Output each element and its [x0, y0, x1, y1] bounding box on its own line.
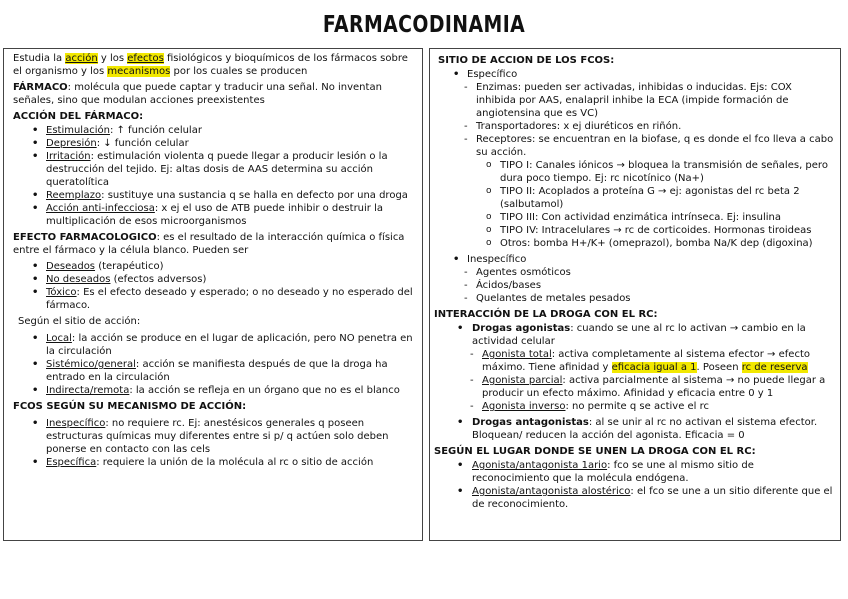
- list-item: - Agonista inverso: no permite q se active el rc: [434, 400, 834, 413]
- efecto-definition: EFECTO FARMACOLOGICO: es el resultado de la interacción química o física entre el fármaco y la célula blanco. Pueden ser: [13, 232, 405, 256]
- farmaco-definition: FÁRMACO: molécula que puede captar y traducir una señal. No inventan señales, sino que modulan acciones preexistentes: [13, 82, 382, 106]
- list-item: - Enzimas: pueden ser activadas, inhibidas o inducidas. Ejs: COX inhibida por AAS, enalapril inhibe la ECA (impide formación de angiotensina que es VC): [434, 81, 834, 120]
- list-item: • Agonista/antagonista alostérico: el fco se une a un sitio diferente que el de reconocimiento.: [434, 485, 834, 511]
- list-item: • Inespecífico: no requiere rc. Ej: anestésicos generales q poseen estructuras químicas muy diferentes entre si p/ q actúen solo deben ponerse en contacto con las cels: [13, 417, 414, 456]
- agonistas-sublist: [434, 348, 834, 413]
- list-item: • Agonista/antagonista 1ario: fco se une al mismo sitio de reconocimiento que la molécula endógena.: [434, 459, 834, 485]
- list-item: • Indirecta/remota: la acción se refleja en un órgano que no es el blanco: [13, 384, 414, 397]
- efectos-list: [13, 260, 414, 312]
- list-item: • Tóxico: Es el efecto deseado y esperado; o no deseado y no esperado del fármaco.: [13, 286, 414, 312]
- list-item: • Reemplazo: sustituye una sustancia q se halla en defecto por una droga: [13, 189, 414, 202]
- tipos-list: [434, 159, 834, 250]
- interaccion-list: [434, 322, 834, 442]
- list-item: - Agentes osmóticos: [434, 266, 834, 279]
- list-item: • Deseados (terapéutico): [13, 260, 414, 273]
- list-item: o TIPO II: Acoplados a proteína G → ej: agonistas del rc beta 2 (salbutamol): [434, 185, 834, 211]
- list-item: o TIPO I: Canales iónicos → bloquea la transmisión de señales, pero dura poco tiempo. Ej: rc nicotínico (Na+): [434, 159, 834, 185]
- right-panel: [429, 48, 841, 541]
- list-item: • Inespecífico - Agentes osmóticos - Ácidos/bases - Quelantes de metales pesados: [434, 253, 834, 305]
- list-item: • Sistémico/general: acción se manifiesta después de que la droga ha entrado en la circulación: [13, 358, 414, 384]
- especifico-list: [434, 68, 834, 305]
- highlight-rc-reserva: rc de reserva: [741, 362, 808, 373]
- list-item: • Drogas agonistas: cuando se une al rc lo activan → cambio en la actividad celular - Agonista total: activa completamente al sistema efector → efecto máximo. Tiene afinidad y eficacia igual a 1. Poseen rc de reserva - Agonista parcial: activa parcialmente al sistema → no puede llegar a producir un efecto máximo. Afinidad y eficacia entre 0 y 1 - Agonista inverso: no permite q se active el rc: [434, 322, 834, 413]
- sitio-heading: SITIO DE ACCION DE LOS FCOS:: [438, 55, 615, 66]
- mecanismo-heading: FCOS SEGÚN SU MECANISMO DE ACCIÓN:: [13, 401, 247, 412]
- list-item: • Específico - Enzimas: pueden ser activadas, inhibidas o inducidas. Ejs: COX inhibida por AAS, enalapril inhibe la ECA (impide formación de angiotensina que es VC) - Transportadores: x ej diuréticos en riñón. - Receptores: se encuentran en la biofase, q es donde el fco lleva a cabo su acción. o TIPO I: Canales iónicos → bloquea la transmisión de señales, pero dura poco tiempo. Ej: rc nicotínico (Na+) o TIPO II: Acoplados a proteína G → ej: agonistas del rc beta 2 (salbutamol) o TIPO III: Con actividad enzimática intrínseca. Ej: insulina o TIPO IV: Intracelulares → rc de corticoides. Hormonas tiroideas o Otros: bomba H+/K+ (omeprazol), bomba Na/K dep (digoxina): [434, 68, 834, 250]
- inespecifico-sublist: [434, 266, 834, 305]
- lugares-list: [434, 459, 834, 511]
- list-item: o TIPO IV: Intracelulares → rc de corticoides. Hormonas tiroideas: [434, 224, 834, 237]
- sitio-intro: Según el sitio de acción:: [18, 316, 141, 327]
- list-item: • Específica: requiere la unión de la molécula al rc o sitio de acción: [13, 456, 414, 469]
- list-item: - Receptores: se encuentran en la biofase, q es donde el fco lleva a cabo su acción. o TIPO I: Canales iónicos → bloquea la transmisión de señales, pero dura poco tiempo. Ej: rc nicotínico (Na+) o TIPO II: Acoplados a proteína G → ej: agonistas del rc beta 2 (salbutamol) o TIPO III: Con actividad enzimática intrínseca. Ej: insulina o TIPO IV: Intracelulares → rc de corticoides. Hormonas tiroideas o Otros: bomba H+/K+ (omeprazol), bomba Na/K dep (digoxina): [434, 133, 834, 250]
- list-item: • Depresión: ↓ función celular: [13, 137, 414, 150]
- list-item: • Acción anti-infecciosa: x ej el uso de ATB puede inhibir o destruir la multiplicación de esos microorganismos: [13, 202, 414, 228]
- sitios-list: [13, 332, 414, 397]
- highlight-eficacia: eficacia igual a 1: [611, 362, 697, 373]
- acciones-list: [13, 124, 414, 228]
- especifico-sublist: [434, 81, 834, 250]
- highlight-mecanismos: mecanismos: [107, 66, 171, 77]
- list-item: o Otros: bomba H+/K+ (omeprazol), bomba Na/K dep (digoxina): [434, 237, 834, 250]
- lugar-heading: SEGÚN EL LUGAR DONDE SE UNEN LA DROGA CON EL RC:: [434, 446, 756, 457]
- list-item: • Local: la acción se produce en el lugar de aplicación, pero NO penetra en la circulación: [13, 332, 414, 358]
- list-item: • Irritación: estimulación violenta q puede llegar a producir lesión o la destrucción del tejido. Ej: altas dosis de AAS determina su acción queratolítica: [13, 150, 414, 189]
- list-item: o TIPO III: Con actividad enzimática intrínseca. Ej: insulina: [434, 211, 834, 224]
- list-item: - Quelantes de metales pesados: [434, 292, 834, 305]
- page-title: FARMACODINAMIA: [322, 12, 526, 38]
- mecanismos-list: [13, 417, 414, 469]
- highlight-accion: acción: [65, 53, 98, 64]
- list-item: - Ácidos/bases: [434, 279, 834, 292]
- accion-heading: ACCIÓN DEL FÁRMACO:: [13, 111, 144, 122]
- list-item: - Agonista total: activa completamente al sistema efector → efecto máximo. Tiene afinidad y eficacia igual a 1. Poseen rc de reserva: [434, 348, 834, 374]
- list-item: • Estimulación: ↑ función celular: [13, 124, 414, 137]
- list-item: • No deseados (efectos adversos): [13, 273, 414, 286]
- highlight-efectos: efectos: [127, 53, 164, 64]
- list-item: • Drogas antagonistas: al se unir al rc no activan el sistema efector. Bloquean/ reducen la acción del agonista. Eficacia = 0: [434, 416, 834, 442]
- interaccion-heading: INTERACCIÓN DE LA DROGA CON EL RC:: [434, 309, 658, 320]
- list-item: - Transportadores: x ej diuréticos en riñón.: [434, 120, 834, 133]
- intro-paragraph: Estudia la acción y los efectos fisiológicos y bioquímicos de los fármacos sobre el organismo y los mecanismos por los cuales se producen: [13, 53, 408, 77]
- left-panel: [3, 48, 423, 541]
- list-item: - Agonista parcial: activa parcialmente al sistema → no puede llegar a producir un efecto máximo. Afinidad y eficacia entre 0 y 1: [434, 374, 834, 400]
